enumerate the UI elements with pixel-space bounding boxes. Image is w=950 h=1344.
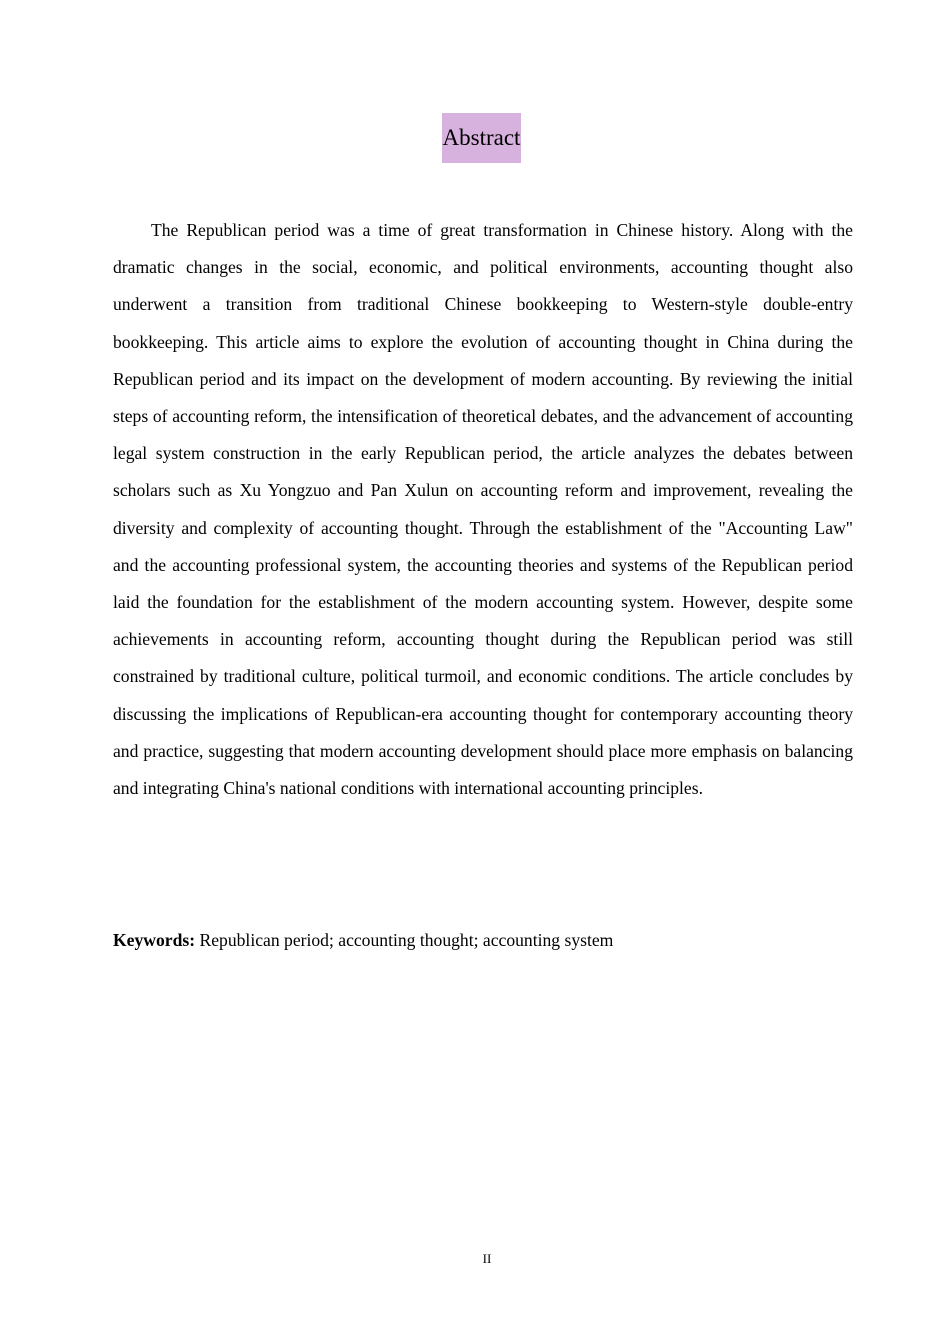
- page-number: II: [482, 1251, 492, 1266]
- keywords-value: Republican period; accounting thought; accounting system: [199, 930, 614, 950]
- keywords-label: Keywords:: [113, 930, 196, 950]
- heading-container: [0, 113, 950, 163]
- keywords-line: [113, 922, 853, 959]
- abstract-paragraph: The Republican period was a time of great transformation in Chinese history. Along with the dramatic changes in the social, economic, and political environments, accounting thought also underwent a transition from traditional Chinese bookkeeping to Western-style double-entry bookkeeping. This article aims to explore the evolution of accounting thought in China during the Republican period and its impact on the development of modern accounting. By reviewing the initial steps of accounting reform, the intensification of theoretical debates, and the advancement of accounting legal system construction in the early Republican period, the article analyzes the debates between scholars such as Xu Yongzuo and Pan Xulun on accounting reform and improvement, revealing the diversity and complexity of accounting thought. Through the establishment of the "Accounting Law" and the accounting professional system, the accounting theories and systems of the Republican period laid the foundation for the establishment of the modern accounting system. However, despite some achievements in accounting reform, accounting thought during the Republican period was still constrained by traditional culture, political turmoil, and economic conditions. The article concludes by discussing the implications of Republican-era accounting thought for contemporary accounting theory and practice, suggesting that modern accounting development should place more emphasis on balancing and integrating China's national conditions with international accounting principles.: [113, 220, 853, 799]
- abstract-heading: Abstract: [442, 113, 522, 163]
